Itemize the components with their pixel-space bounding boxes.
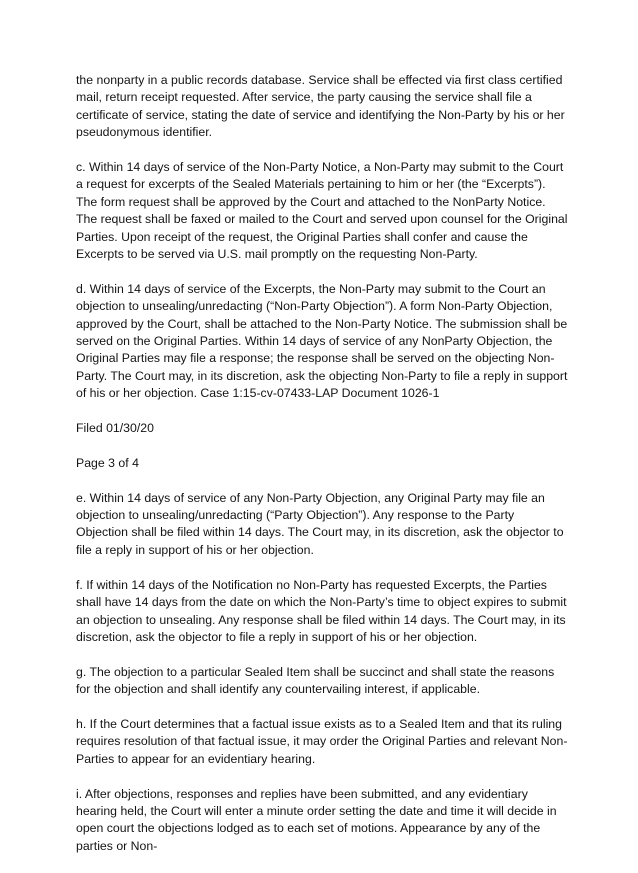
document-body bbox=[76, 72, 568, 873]
paragraph-c-excerpts-request: c. Within 14 days of service of the Non-Party Notice, a Non-Party may submit to the Court a request for excerpts of the Sealed Materials pertaining to him or her (the “Excerpts”). The form request shall be approved by the Court and attached to the NonParty Notice. The request shall be faxed or mailed to the Court and served upon counsel for the Original Parties. Upon receipt of the request, the Original Parties shall confer and cause the Excerpts to be served via U.S. mail promptly on the requesting Non-Party. bbox=[76, 160, 568, 262]
paragraph-service-continuation: the nonparty in a public records database. Service shall be effected via first class certified mail, return receipt requested. After service, the party causing the service shall file a certificate of service, stating the date of service and identifying the Non-Party by his or her pseudonymous identifier. bbox=[76, 73, 565, 140]
paragraph-f-no-requests: f. If within 14 days of the Notification no Non-Party has requested Excerpts, the Parties shall have 14 days from the date on which the Non-Party’s time to object expires to submit an objection to unsealing. Any response shall be filed within 14 days. The Court may, in its discretion, ask the objector to file a reply in support of his or her objection. bbox=[76, 577, 567, 644]
paragraph-e-party-objection: e. Within 14 days of service of any Non-Party Objection, any Original Party may file an objection to unsealing/unredacting (“Party Objection”). Any response to the Party Objection shall be filed within 14 days. The Court may, in its discretion, ask the objector to file a reply in support of his or her objection. bbox=[76, 490, 564, 557]
paragraph-h-evidentiary-hearing: h. If the Court determines that a factual issue exists as to a Sealed Item and that its ruling requires resolution of that factual issue, it may order the Original Parties and relevant Non-Parties to appear for an evidentiary hearing. bbox=[76, 716, 568, 766]
page-number-line: Page 3 of 4 bbox=[76, 455, 139, 470]
paragraph-d-non-party-objection: d. Within 14 days of service of the Excerpts, the Non-Party may submit to the Court an objection to unsealing/unredacting (“Non-Party Objection”). A form Non-Party Objection, approved by the Court, shall be attached to the Non-Party Notice. The submission shall be served on the Original Parties. Within 14 days of service of any NonParty Objection, the Original Parties may file a response; the response shall be served on the objecting Non-Party. The Court may, in its discretion, ask the objecting Non-Party to file a reply in support of his or her objection. Case 1:15-cv-07433-LAP Document 1026-1 bbox=[76, 281, 568, 401]
paragraph-g-objection-format: g. The objection to a particular Sealed Item shall be succinct and shall state the reasons for the objection and shall identify any countervailing interest, if applicable. bbox=[76, 664, 555, 697]
paragraph-i-minute-order: i. After objections, responses and replies have been submitted, and any evidentiary hearing held, the Court will enter a minute order setting the date and time it will decide in open court the objections lodged as to each set of motions. Appearance by any of the parties or Non- bbox=[76, 786, 557, 853]
filed-date-line: Filed 01/30/20 bbox=[76, 421, 154, 436]
